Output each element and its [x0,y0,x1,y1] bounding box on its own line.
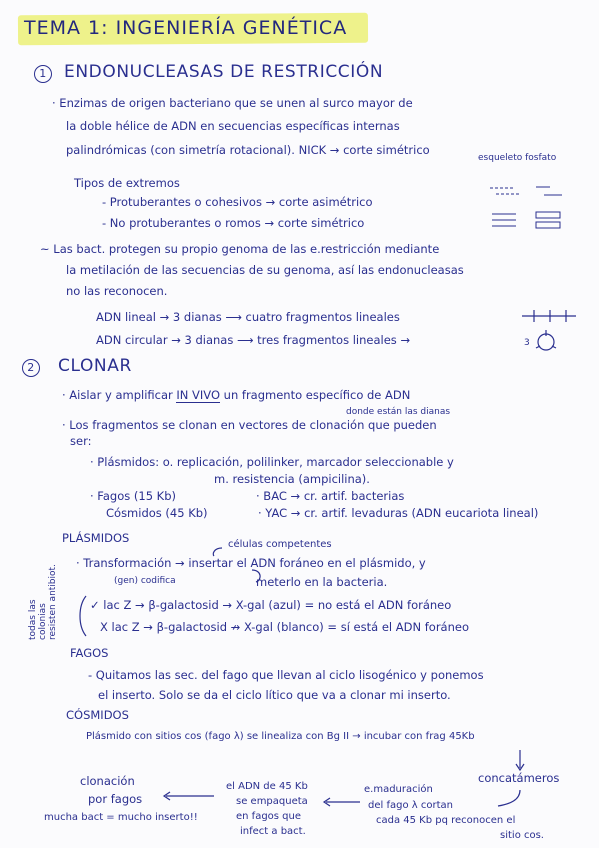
emad-line2: del fago λ cortan [368,800,453,811]
emad-line1: e.maduración [364,784,433,795]
clonacion-line1: clonación [80,774,135,788]
sec1-paragraph-line2: la doble hélice de ADN en secuencias específicas internas [66,119,400,133]
adn-circular: ADN circular → 3 dianas ⟶ tres fragmentos lineales → [96,333,411,347]
section-1-number: 1 [34,65,52,83]
side-note-line2: colonias [38,603,48,640]
circle-count: 3 [524,338,530,348]
brace-colonias [80,596,86,636]
fagos-line2: el inserto. Solo se da el ciclo lítico que va a clonar mi inserto. [98,688,451,702]
section-2-number: 2 [22,359,40,377]
clonacion-line2: por fagos [88,792,143,806]
transformacion-line2: meterlo en la bacteria. [256,575,388,589]
cosmidos-line1: Plásmido con sitios cos (fago λ) se linealiza con Bg II → incubar con frag 45Kb [86,731,475,742]
sec1-bact-line2: la metilación de las secuencias de su genoma, así las endonucleasas [66,263,464,277]
clonacion-line3: mucha bact = mucho inserto!! [44,812,198,823]
section-1-title: ENDONUCLEASAS DE RESTRICCIÓN [64,62,384,82]
bac-item: · BAC → cr. artif. bacterias [256,489,405,503]
sec1-paragraph-line3: palindrómicas (con simetría rotacional). NICK → corte simétrico [66,143,430,157]
adn-lineal: ADN lineal → 3 dianas ⟶ cuatro fragmentos lineales [96,310,400,324]
arrow-gen-codifica [252,570,260,582]
clonar-line1-a: · Aislar y amplificar [62,388,177,402]
adn45-line3: en fagos que [236,811,302,822]
fagos-line1: - Quitamos las sec. del fago que llevan al ciclo lisogénico y ponemos [88,668,484,682]
adn45-line4: infect a bact. [240,826,306,837]
tipo-cohesivos: - Protuberantes o cohesivos → corte asimétrico [102,195,373,209]
page-title: TEMA 1: INGENIERÍA GENÉTICA [24,17,348,39]
sec1-bact-line3: no las reconocen. [66,284,168,298]
sec1-note-esqueleto: esqueleto fosfato [478,153,557,163]
lacz-positive: ✓ lac Z → β-galactosid → X-gal (azul) = no está el ADN foráneo [90,598,452,612]
sec1-bact-line1: ~ Las bact. protegen su propio genoma de las e.restricción mediante [40,242,440,256]
note-dianas: donde están las dianas [346,407,451,417]
sec1-paragraph-line1: · Enzimas de origen bacteriano que se unen al surco mayor de [52,96,413,110]
fagos-heading: FAGOS [70,646,109,660]
arrow-concat-to-emad [498,790,520,806]
tipo-romos: - No protuberantes o romos → corte simétrico [102,216,365,230]
yac-item: · YAC → cr. artif. levaduras (ADN eucariota lineal) [258,506,539,520]
clonar-line3: ser: [70,434,92,448]
concatameros: concatámeros [478,771,560,785]
plasmidos-heading: PLÁSMIDOS [62,531,130,545]
note-celulas-competentes: células competentes [228,539,332,550]
emad-line3: cada 45 Kb pq reconocen el [376,815,516,826]
arrow-celulas [213,548,222,556]
clonar-line2: · Los fragmentos se clonan en vectores de clonación que pueden [62,418,437,432]
side-note-line3: resisten antibiot. [48,564,58,640]
lacz-negative: X lac Z → β-galactosid ↛ X-gal (blanco) = sí está el ADN foráneo [100,620,470,634]
cosmidos-item: Cósmidos (45 Kb) [106,506,208,520]
cosmidos-heading: CÓSMIDOS [66,708,129,722]
fagos-item: · Fagos (15 Kb) [90,489,177,503]
emad-line4: sitio cos. [500,830,544,841]
adn45-line1: el ADN de 45 Kb [226,781,308,792]
transformacion-line1: · Transformación → insertar el ADN foráneo en el plásmido, y [76,556,426,570]
plasmidos-line1: · Plásmidos: o. replicación, polilinker, marcador seleccionable y [90,455,454,469]
in-vivo: IN VIVO [176,388,221,402]
section-2-title: CLONAR [58,356,132,376]
adn45-line2: se empaqueta [236,796,308,807]
clonar-line1-c: un fragmento específico de ADN [220,388,411,402]
tipos-extremos-label: Tipos de extremos [74,176,180,190]
note-gen-codifica: (gen) codifica [114,576,176,586]
side-note-line1: todas las [28,599,38,640]
plasmidos-line2: m. resistencia (ampicilina). [214,472,370,486]
